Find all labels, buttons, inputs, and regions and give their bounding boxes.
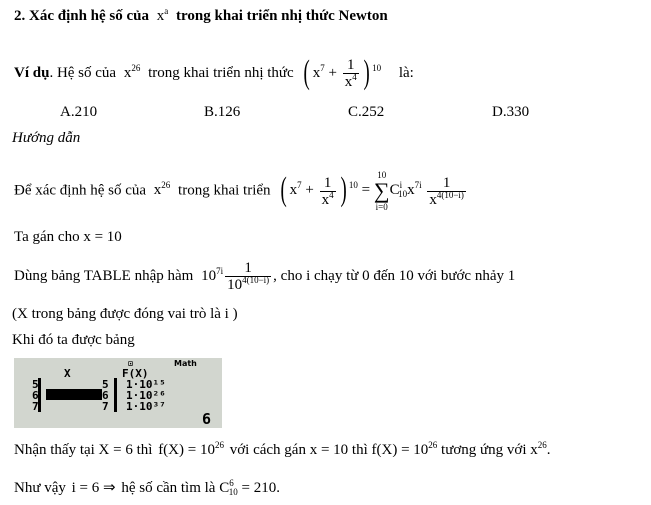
assign-line — [14, 229, 122, 246]
option-b: B.126 — [204, 104, 241, 120]
heading-math: $x^a$ — [156, 6, 169, 24]
conclusion-line: Như vậy i = 6 ⇒ hệ số cần tìm là $C^6_{10} = 210$. — [14, 478, 280, 497]
assign-expr: x = 10 — [83, 229, 122, 245]
calc-row-fx: 1·10²⁶ — [126, 389, 166, 402]
calculator-screen — [14, 358, 222, 428]
observe-text4: tương ứng với — [441, 442, 527, 458]
observe-text2: với cách gán — [229, 442, 306, 458]
option-d: D.330 — [492, 104, 530, 120]
result-intro: Khi đó ta được bảng — [12, 332, 135, 348]
observe-line: Nhận thấy tại X = 6 thì $f(X) = 10^{26}$ với cách gán x = 10 thì $f(X) = 10^{26}$ tương ứng với $x^{26}$. — [14, 440, 551, 458]
guide-label: Hướng dẫn — [12, 130, 81, 146]
observe-text1: Nhận thấy tại X = 6 thì — [14, 442, 153, 458]
calc-row-x: 6 — [102, 389, 109, 402]
table-line — [14, 260, 515, 293]
calc-row-index: 6 — [32, 389, 39, 402]
calc-row-fx: 1·10³⁷ — [126, 400, 166, 413]
guide-expansion: ( $x^7$ + $\frac{1}{x^4}$ ) $^{10}$ = 10 ∑ i=0 $C^i_{10}x^{7i}$ $\frac{1}{x^{4(10-i)}}$ — [280, 170, 464, 212]
binomial-expression: ( $x^7$ + $\frac{1}{x^4}$ ) $^{10}$ — [304, 53, 382, 91]
conclusion-formula: $C^6_{10} = 210$. — [219, 478, 280, 497]
calc-indicator-icon: ⊡ — [128, 359, 133, 368]
guide-line-1: Để xác định hệ số của $x^{26}$ trong khai triển ( $x^7$ + $\frac{1}{x^4}$ ) $^{10}$ = 10 ∑ i=0 $C^i_{10}x^{7i}$ $\frac{1}{x^{4(10-i)}}$ — [14, 170, 468, 212]
observe-text3: thì — [351, 442, 368, 458]
calc-row-fx: 1·10¹⁵ — [126, 378, 166, 391]
option-c: C.252 — [348, 104, 385, 120]
example-text1: . Hệ số của — [49, 64, 117, 81]
calc-divider — [114, 378, 117, 412]
calc-row-index: 5 — [32, 378, 39, 391]
guide-text-middle: trong khai triển — [178, 182, 271, 199]
conclusion-text1: Như vậy — [14, 480, 66, 496]
guide-text-before: Để xác định hệ số của — [14, 182, 147, 199]
table-text-after: , cho i chạy từ 0 đến 10 với bước nhảy 1 — [273, 267, 516, 284]
example-line — [14, 53, 414, 91]
example-text3: là: — [398, 64, 414, 81]
conclusion-text2: hệ số cần tìm là — [121, 480, 216, 496]
assign-text: Ta gán cho — [14, 229, 80, 245]
calc-math-label: Math — [174, 359, 197, 368]
example-label: Ví dụ — [14, 64, 50, 81]
note-line: (X trong bảng được đóng vai trò là i ) — [12, 306, 238, 322]
calc-row-cursor — [46, 389, 102, 400]
heading-suffix: trong khai triển nhị thức Newton — [176, 8, 388, 24]
calc-header-x: X — [64, 367, 71, 380]
option-a: A.210 — [60, 104, 98, 120]
calc-row-index: 7 — [32, 400, 39, 413]
heading-text: Xác định hệ số của — [29, 8, 150, 24]
calc-bottom-value: 6 — [202, 410, 212, 428]
heading-number: 2. — [14, 8, 26, 24]
section-heading — [14, 8, 388, 25]
calc-header-fx: F(X) — [122, 367, 149, 380]
example-text2: trong khai triển nhị thức — [148, 64, 294, 81]
table-function: $10^{7i}$ $\frac{1}{10^{4(10-i)}}$ — [201, 260, 270, 293]
example-power: $x^{26}$ — [123, 62, 141, 81]
calc-row-x: 7 — [102, 400, 109, 413]
calc-row-x: 5 — [102, 378, 109, 391]
table-text-before: Dùng bảng TABLE nhập hàm — [14, 267, 194, 284]
